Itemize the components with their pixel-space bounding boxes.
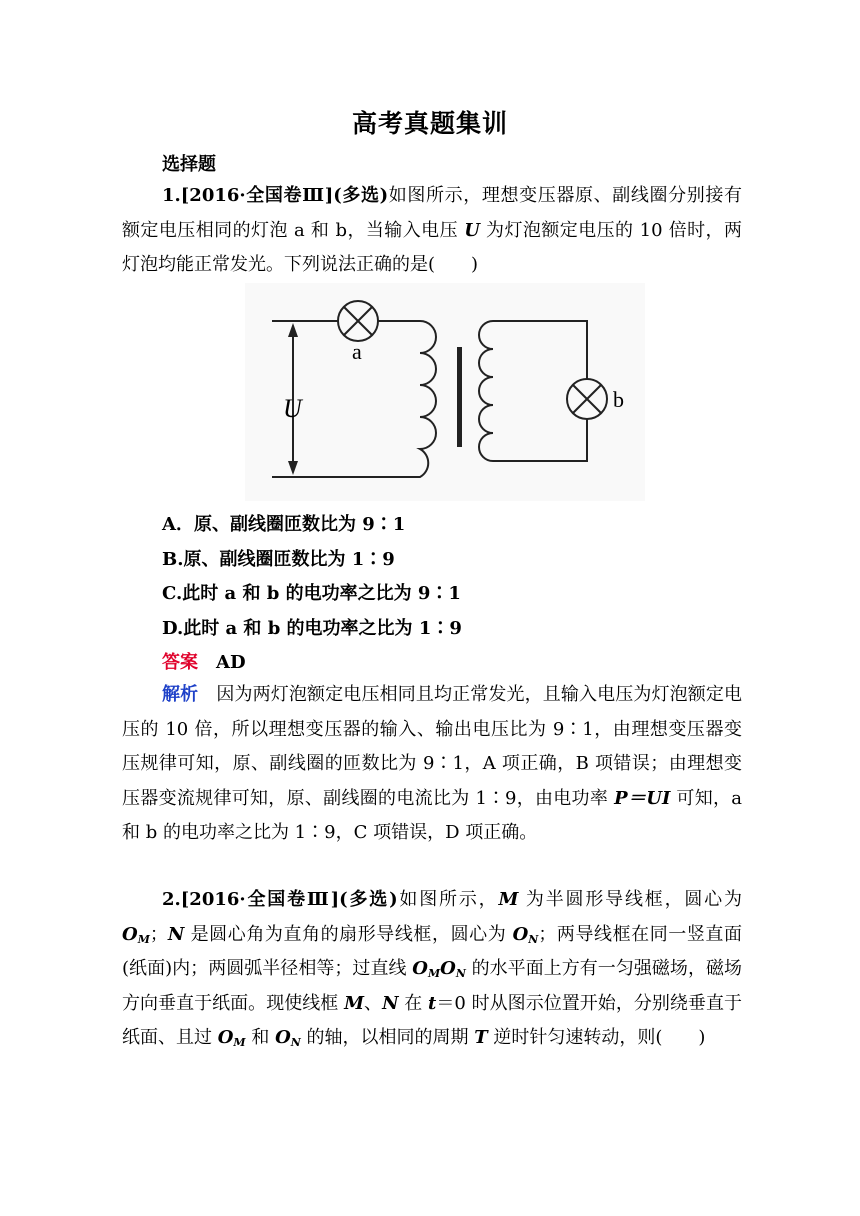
question-1-stem: 1.[2016·全国卷Ⅲ](多选)如图所示，理想变压器原、副线圈分别接有额定电压相同的灯泡 a 和 b，当输入电压 U 为灯泡额定电压的 10 倍时，两灯泡均能正常发光。下列说法正确的是( ) <box>122 185 742 275</box>
answer-value: AD <box>216 652 246 673</box>
option-a: A．原、副线圈匝数比为 9∶1 <box>162 514 406 535</box>
secondary-wire-top <box>500 321 587 379</box>
explanation: 解析 因为两灯泡额定电压相同且均正常发光，且输入电压为灯泡额定电压的 10 倍，所以理想变压器的输入、输出电压比为 9∶1，由理想变压器变压规律可知，原、副线圈的匝数比为 9∶1，A 项正确，B 项错误；由理想变压器变流规律可知，原、副线圈的电流比为 1∶9，由电功率 P＝UI 可知，a 和 b 的电功率之比为 1∶9，C 项错误，D 项正确。 <box>122 684 743 843</box>
explanation-label: 解析 <box>162 684 199 705</box>
label-U: U <box>283 394 302 423</box>
secondary-wire-bottom <box>500 419 587 461</box>
answer-label: 答案 <box>162 652 198 673</box>
section-heading: 选择题 <box>162 154 216 175</box>
circuit-diagram <box>245 283 645 501</box>
iron-core <box>457 347 462 447</box>
option-c: C.此时 a 和 b 的电功率之比为 9∶1 <box>162 583 461 604</box>
question-2-source: 2.[2016·全国卷Ⅲ](多选) <box>162 889 398 910</box>
question-1-source: 1.[2016·全国卷Ⅲ](多选) <box>162 185 389 206</box>
page-title: 高考真题集训 <box>351 109 508 138</box>
label-a: a <box>352 339 362 364</box>
transformer-circuit-figure <box>245 283 645 501</box>
option-d: D.此时 a 和 b 的电功率之比为 1∶9 <box>162 618 462 639</box>
label-b: b <box>613 387 624 412</box>
secondary-coil <box>479 321 500 461</box>
question-2-stem: 2.[2016·全国卷Ⅲ](多选)如图所示，M 为半圆形导线框，圆心为 $O_M$；N 是圆心角为直角的扇形导线框，圆心为 $O_N$；两导线框在同一竖直面(纸面)内；两圆弧半径相等；过直线 $O_MO_N$ 的水平面上方有一匀强磁场，磁场方向垂直于纸面。现使线框 M、N 在 t＝0 时从图示位置开始，分别绕垂直于纸面、且过 $O_M$ 和 $O_N$ 的轴，以相同的周期 T 逆时针匀速转动，则( ) <box>122 889 742 1049</box>
option-b: B.原、副线圈匝数比为 1∶9 <box>162 549 395 570</box>
answer-line <box>162 648 246 674</box>
power-formula: P＝UI <box>614 787 671 809</box>
